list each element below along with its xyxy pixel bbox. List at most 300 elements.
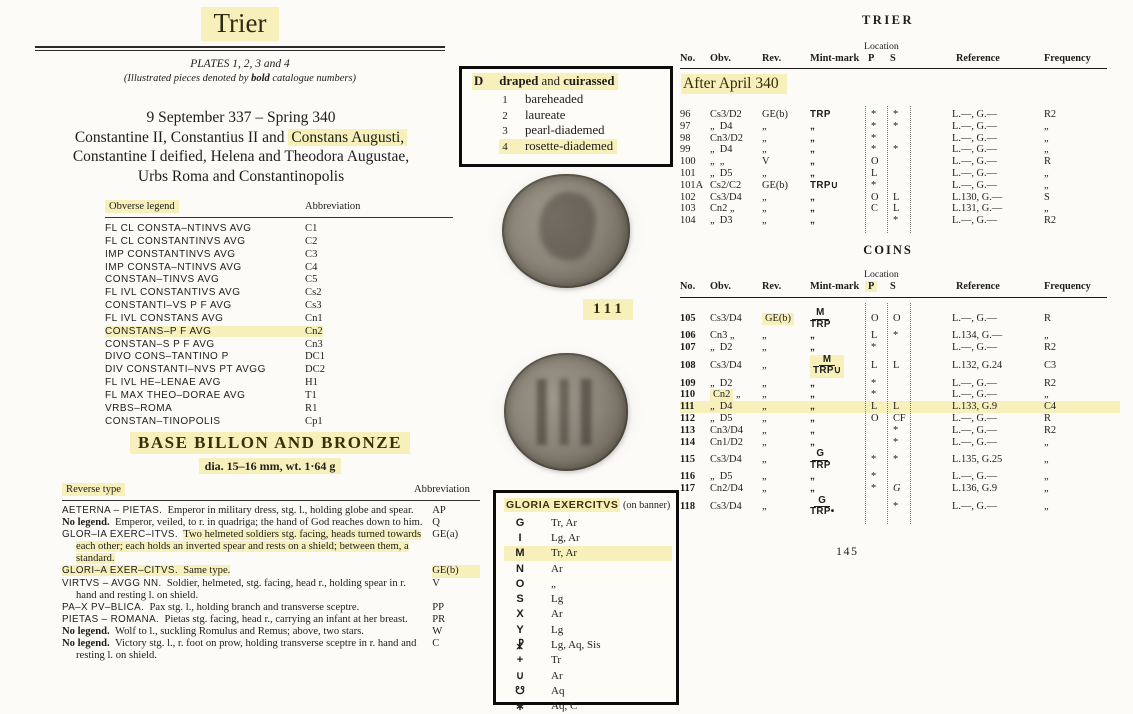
obverse-code: „ D5 bbox=[710, 167, 733, 179]
location-s: * bbox=[893, 215, 899, 227]
reverse-type-description: Pax stg. l., holding branch and transverse sceptre. bbox=[149, 601, 360, 613]
location-p: O bbox=[871, 312, 879, 324]
banner-row bbox=[504, 515, 672, 530]
legend-row bbox=[105, 339, 453, 352]
reverse-type-name: GLOR–IA EXERC–ITVS. bbox=[62, 529, 178, 541]
catalogue-number: 104 bbox=[680, 215, 696, 227]
location-p: * bbox=[871, 483, 877, 495]
catalogue-row bbox=[680, 437, 1120, 449]
reference: L.—, G.— bbox=[952, 156, 998, 168]
location-s: L bbox=[893, 203, 900, 215]
catalogue-row bbox=[680, 180, 1120, 192]
location-s: * bbox=[893, 144, 899, 156]
legend-abbr: Cp1 bbox=[305, 415, 323, 427]
legend-text: CONSTAN–TINOPOLIS bbox=[105, 415, 221, 427]
tau-rho-symbol: ☧ bbox=[515, 639, 525, 652]
banner-row bbox=[504, 622, 672, 637]
catalogue-number: 113 bbox=[680, 424, 696, 436]
banner-mint-list: Aq, C bbox=[551, 700, 578, 713]
legend-row bbox=[105, 274, 453, 287]
catalogue-row bbox=[680, 215, 1120, 227]
location-header: Location bbox=[864, 41, 899, 52]
catalogue-row bbox=[680, 109, 1120, 121]
frequency-header: Frequency bbox=[1044, 281, 1091, 292]
obverse-code: „ D4 bbox=[710, 120, 733, 132]
crescent-symbol: ∪ bbox=[515, 670, 525, 683]
reverse-code: „ bbox=[762, 401, 767, 413]
period-line-3: Constantine I deified, Helena and Theodora Augustae, bbox=[72, 148, 410, 165]
frequency: R2 bbox=[1044, 341, 1057, 353]
location-s: L bbox=[893, 359, 900, 371]
catalogue-number: 114 bbox=[680, 436, 696, 448]
reverse-type-row bbox=[62, 638, 480, 662]
reverse-type-text bbox=[62, 602, 424, 614]
reference-header: Reference bbox=[956, 281, 1000, 292]
frequency: „ bbox=[1044, 483, 1049, 495]
reverse-type-row bbox=[62, 517, 480, 529]
reference: L.134, G.— bbox=[952, 330, 1003, 341]
table1-column-headers bbox=[680, 41, 1120, 64]
location-p: * bbox=[871, 120, 877, 132]
banner-mint-list: Lg bbox=[551, 623, 564, 636]
bust-type-number: 3 bbox=[502, 125, 508, 138]
page-number: 145 bbox=[836, 544, 859, 558]
reverse-type-description: Same type. bbox=[183, 565, 231, 577]
catalogue-number: 101A bbox=[680, 179, 704, 191]
catalogue-row bbox=[680, 483, 1120, 495]
reverse-code: „ bbox=[762, 132, 767, 144]
mint-mark: $\frac{M}{\text{TRP∪}}$ bbox=[810, 354, 868, 378]
legend-text: CONSTAN–TINVS AVG bbox=[105, 274, 220, 286]
location-p: L bbox=[871, 359, 878, 371]
abbreviation-col-header: Abbreviation bbox=[305, 201, 361, 212]
bust-type-label: pearl-diademed bbox=[525, 123, 605, 138]
reference: L.—, G.— bbox=[952, 377, 998, 389]
catalogue-row bbox=[680, 495, 1120, 518]
location-p: L bbox=[871, 401, 878, 413]
obverse-legend-header bbox=[105, 201, 453, 218]
right-page-title: TRIER bbox=[861, 13, 915, 27]
location-s: CF bbox=[893, 412, 906, 424]
subsection-heading: After April 340 bbox=[681, 75, 787, 93]
catalogue-row bbox=[680, 133, 1120, 145]
reference: L.—, G.— bbox=[952, 436, 998, 448]
frequency: R bbox=[1044, 412, 1051, 424]
location-p: O bbox=[871, 156, 879, 168]
legend-abbr: C4 bbox=[305, 261, 318, 273]
reference: L.—, G.— bbox=[952, 500, 998, 512]
letter-O: O bbox=[515, 577, 525, 590]
catalogue-number: 107 bbox=[680, 341, 696, 353]
legend-text: CONSTAN–S P F AVG bbox=[105, 338, 215, 350]
catalogue-row bbox=[680, 354, 1120, 378]
location-s: * bbox=[893, 436, 899, 448]
mint-mark: $\frac{M}{\text{TRP}}$ bbox=[810, 307, 831, 330]
reverse-type-abbr: GE(a) bbox=[432, 529, 459, 541]
section-heading: BASE BILLON AND BRONZE bbox=[35, 433, 505, 453]
period-line-4: Urbs Roma and Constantinopolis bbox=[137, 167, 345, 185]
reverse-type-name: GLORI–A EXER–CITVS. bbox=[62, 565, 178, 577]
reverse-type-description: Emperor in military dress, stg. l., holding globe and spear. bbox=[167, 505, 414, 516]
reference: L.135, G.25 bbox=[952, 454, 1003, 466]
reverse-code: „ bbox=[762, 191, 767, 203]
mint-mark: „ bbox=[810, 144, 816, 156]
location-p: * bbox=[871, 341, 877, 353]
obverse-code: Cn2/D4 bbox=[710, 483, 743, 495]
obverse-code: Cn3/D2 bbox=[710, 132, 743, 144]
reverse-code: „ bbox=[762, 483, 767, 495]
obverse-code: „ D5 bbox=[710, 412, 733, 424]
reverse-type-abbr: AP bbox=[432, 505, 446, 516]
reverse-type-name: PIETAS – ROMANA. bbox=[62, 613, 160, 625]
catalogue-number: 106 bbox=[680, 330, 696, 341]
location-p: * bbox=[871, 179, 877, 191]
frequency: R2 bbox=[1044, 377, 1057, 389]
obverse-code: „ D2 bbox=[710, 341, 733, 353]
legend-row bbox=[105, 364, 453, 377]
banner-row bbox=[504, 653, 672, 668]
reverse-type-rows bbox=[62, 505, 480, 662]
letter-Y: Y bbox=[516, 623, 524, 636]
reverse-type-abbr: PR bbox=[432, 613, 446, 625]
legend-row bbox=[105, 236, 453, 249]
frequency: S bbox=[1044, 191, 1050, 203]
catalogue-number: 102 bbox=[680, 191, 696, 203]
banner-mint-list: Lg, Ar bbox=[551, 531, 580, 544]
banner-mint-list: Tr, Ar bbox=[551, 516, 578, 529]
obverse-code: Cs3/D4 bbox=[710, 454, 742, 466]
legend-row bbox=[105, 377, 453, 390]
catalogue-number: 97 bbox=[680, 120, 691, 132]
legend-abbr: T1 bbox=[305, 389, 317, 401]
reference: L.133, G.9 bbox=[952, 401, 998, 413]
catalogue-number: 96 bbox=[680, 109, 691, 120]
banner-mint-list: Ar bbox=[551, 669, 563, 682]
reverse-type-col-header: Reverse type bbox=[62, 483, 125, 496]
reverse-type-text bbox=[62, 626, 424, 638]
catalogue-row bbox=[680, 168, 1120, 180]
mint-mark: TRP bbox=[810, 109, 831, 120]
reverse-code: „ bbox=[762, 167, 767, 179]
location-p: L bbox=[871, 167, 878, 179]
legend-row bbox=[105, 390, 453, 403]
banner-row bbox=[504, 637, 672, 652]
legend-row bbox=[105, 403, 453, 416]
legend-abbr: Cn1 bbox=[305, 312, 323, 324]
no-header: No. bbox=[680, 281, 696, 292]
table2-header-rule bbox=[680, 297, 1107, 298]
diameter-weight-line: dia. 15–16 mm, wt. 1·64 g bbox=[35, 459, 505, 474]
obverse-code: Cs3/D4 bbox=[710, 191, 742, 203]
legend-text: FL IVL CONSTANTIVS AVG bbox=[105, 287, 241, 299]
catalogue-row bbox=[680, 401, 1120, 413]
obverse-code: Cn2 „ bbox=[710, 203, 735, 215]
legend-text: IMP CONSTANTINVS AVG bbox=[105, 248, 236, 260]
bust-type-number: 2 bbox=[502, 109, 508, 122]
location-divider bbox=[887, 106, 888, 233]
reference: L.—, G.— bbox=[952, 167, 998, 179]
reverse-code: „ bbox=[762, 144, 767, 156]
mint-mark: „ bbox=[810, 377, 816, 389]
legend-abbr: C1 bbox=[305, 223, 318, 234]
obverse-code: Cs3/D4 bbox=[710, 359, 742, 371]
mint-mark: TRP∪ bbox=[810, 179, 839, 191]
banner-mint-list: Ar bbox=[551, 608, 563, 621]
mint-mark: $\frac{G}{\text{TRP}}$ bbox=[810, 448, 831, 471]
reverse-code: V bbox=[762, 156, 770, 168]
reverse-code: „ bbox=[762, 454, 767, 466]
bust-type-item bbox=[499, 108, 662, 124]
frequency: „ bbox=[1044, 454, 1049, 466]
reverse-type-text bbox=[62, 578, 424, 602]
banner-mint-list: Lg bbox=[551, 593, 564, 606]
mintmark-header: Mint-mark bbox=[810, 53, 860, 64]
legend-text: FL IVL HE–LENAE AVG bbox=[105, 377, 221, 389]
location-s: * bbox=[893, 330, 899, 341]
reverse-type-description: Victory stg. l., r. foot on prow, holding transverse sceptre in r. hand and resting l. on shield. bbox=[76, 638, 417, 662]
banner-mint-list: Ar bbox=[551, 562, 563, 575]
reverse-code: GE(b) bbox=[762, 313, 810, 324]
bust-type-item bbox=[499, 123, 662, 139]
legend-text: FL CL CONSTANTINVS AVG bbox=[105, 235, 246, 247]
reverse-type-description: Wolf to l., suckling Romulus and Remus; above, two stars. bbox=[114, 625, 364, 637]
period-line-2: Constantine II, Constantius II and Constans Augusti, bbox=[0, 128, 482, 148]
reverse-code: „ bbox=[762, 203, 767, 215]
letter-G: G bbox=[515, 516, 525, 529]
reference: L.130, G.— bbox=[952, 191, 1003, 203]
catalogue-number: 117 bbox=[680, 483, 696, 495]
banner-symbol-rows bbox=[504, 515, 672, 714]
location-s: * bbox=[893, 424, 899, 436]
banner-row bbox=[504, 561, 672, 576]
location-p: * bbox=[871, 132, 877, 144]
mintmark-banner-box bbox=[493, 490, 679, 713]
letter-X: X bbox=[516, 608, 524, 621]
catalogue-number: 109 bbox=[680, 377, 696, 389]
period-heading bbox=[0, 108, 482, 186]
legend-row bbox=[105, 287, 453, 300]
obverse-code: „ „ bbox=[710, 156, 725, 168]
mint-mark: „ bbox=[810, 424, 816, 436]
legend-row bbox=[105, 313, 453, 326]
catalogue-row bbox=[680, 425, 1120, 437]
legend-text: DIV CONSTANTI–NVS PT AVGG bbox=[105, 364, 266, 376]
obverse-code: „ D2 bbox=[710, 377, 733, 389]
obverse-code: Cs2/C2 bbox=[710, 179, 742, 191]
location-s: G bbox=[893, 483, 901, 495]
table1-header-rule bbox=[680, 68, 1107, 69]
frequency: „ bbox=[1044, 500, 1049, 512]
location-p: * bbox=[871, 377, 877, 389]
star-symbol: ∗ bbox=[515, 700, 525, 713]
reference: L.—, G.— bbox=[952, 412, 998, 424]
banner-row bbox=[504, 546, 672, 561]
legend-text: DIVO CONS–TANTINO P bbox=[105, 351, 229, 363]
frequency: „ bbox=[1044, 389, 1049, 401]
legend-abbr: Cn3 bbox=[305, 338, 323, 350]
location-header: Location bbox=[864, 269, 899, 280]
reverse-type-name: No legend. bbox=[62, 638, 110, 650]
mint-mark: „ bbox=[810, 412, 816, 424]
table2-column-headers bbox=[680, 269, 1120, 292]
obverse-code: Cs3/D4 bbox=[710, 312, 742, 324]
city-title bbox=[35, 8, 445, 39]
location-p: * bbox=[871, 454, 877, 466]
reverse-type-description: Soldier, helmeted, stg. facing, head r., holding spear in r. hand and resting l. on shield. bbox=[76, 577, 406, 601]
reverse-type-abbr: PP bbox=[432, 601, 445, 613]
banner-mint-list: Tr bbox=[551, 654, 561, 667]
obverse-code: Cn3 „ bbox=[710, 330, 735, 341]
banner-row bbox=[504, 607, 672, 622]
legend-row bbox=[105, 223, 453, 236]
obverse-code: „ D4 bbox=[710, 401, 733, 413]
catalogue-number: 116 bbox=[680, 471, 696, 483]
obverse-code: Cs3/D2 bbox=[710, 109, 742, 120]
legend-text: IMP CONSTA–NTINVS AVG bbox=[105, 261, 242, 273]
catalogue-row bbox=[680, 156, 1120, 168]
reverse-type-description: Pietas stg. facing, head r., carrying an infant at her breast. bbox=[164, 613, 408, 625]
reverse-type-row bbox=[62, 626, 480, 638]
plates-note: (Illustrated pieces denoted by bold catalogue numbers) bbox=[123, 73, 357, 84]
reference: L.—, G.— bbox=[952, 389, 998, 401]
legend-row bbox=[105, 351, 453, 364]
reverse-type-text bbox=[62, 529, 424, 565]
mint-mark: „ bbox=[810, 203, 816, 215]
reverse-code: „ bbox=[762, 424, 767, 436]
banner-box-header: GLORIA EXERCITVS (on banner) bbox=[506, 499, 671, 511]
catalogue-number: 118 bbox=[680, 500, 696, 512]
catalogue-number: 110 bbox=[680, 389, 696, 401]
letter-I: I bbox=[518, 531, 522, 544]
location-p: * bbox=[871, 144, 877, 156]
frequency: „ bbox=[1044, 120, 1049, 132]
p-header: P bbox=[868, 53, 875, 64]
location-s: * bbox=[893, 454, 899, 466]
banner-row bbox=[504, 576, 672, 591]
location-divider bbox=[865, 303, 866, 524]
catalogue-number: 101 bbox=[680, 167, 696, 179]
reverse-type-row bbox=[62, 505, 480, 517]
catalogue-row bbox=[680, 121, 1120, 133]
reverse-code: „ bbox=[762, 412, 767, 424]
mint-mark: „ bbox=[810, 132, 816, 144]
reference: L.—, G.— bbox=[952, 312, 998, 324]
frequency: „ bbox=[1044, 471, 1049, 483]
frequency: R2 bbox=[1044, 215, 1057, 227]
obverse-code: Cn1/D2 bbox=[710, 436, 743, 448]
double-crescent-symbol: ☋ bbox=[515, 685, 525, 698]
reference: L.132, G.24 bbox=[952, 359, 1003, 371]
reference: L.—, G.— bbox=[952, 179, 998, 191]
reverse-type-abbr: W bbox=[432, 625, 443, 637]
banner-mint-list: „ bbox=[551, 577, 556, 590]
catalogue-row bbox=[680, 413, 1120, 425]
bust-type-label: laureate bbox=[525, 107, 566, 122]
reverse-code: „ bbox=[762, 215, 767, 227]
reference: L.—, G.— bbox=[952, 144, 998, 156]
reverse-type-row bbox=[62, 565, 480, 577]
reverse-type-text bbox=[62, 638, 424, 662]
s-header: S bbox=[890, 53, 896, 64]
obverse-code: „ D4 bbox=[710, 144, 733, 156]
title-divider bbox=[35, 46, 445, 51]
reverse-code: „ bbox=[762, 341, 767, 353]
frequency: „ bbox=[1044, 203, 1049, 215]
reverse-code: „ bbox=[762, 120, 767, 132]
catalogue-number: 103 bbox=[680, 203, 696, 215]
reverse-code: „ bbox=[762, 377, 767, 389]
reference: L.—, G.— bbox=[952, 120, 998, 132]
frequency: R bbox=[1044, 312, 1051, 324]
legend-abbr: Cs2 bbox=[305, 287, 322, 299]
location-p: * bbox=[871, 471, 877, 483]
city-title-text: Trier bbox=[201, 7, 278, 41]
mint-mark: „ bbox=[810, 156, 816, 168]
reverse-code: „ bbox=[762, 436, 767, 448]
legend-abbr: Cn2 bbox=[305, 325, 323, 337]
reverse-type-abbr: C bbox=[432, 638, 440, 650]
bust-type-number: 4 bbox=[502, 140, 508, 153]
reverse-code: GE(b) bbox=[762, 109, 788, 120]
location-s: L bbox=[893, 401, 900, 413]
coin-reverse-photo bbox=[488, 345, 644, 479]
location-p: L bbox=[871, 330, 878, 341]
bust-type-label: bareheaded bbox=[525, 92, 584, 106]
letter-S: S bbox=[516, 593, 524, 606]
legend-abbr: C2 bbox=[305, 235, 318, 247]
reference: L.—, G.— bbox=[952, 341, 998, 353]
banner-row bbox=[504, 591, 672, 606]
coin-obverse-image bbox=[502, 174, 630, 288]
bust-type-box-header: D draped and cuirassed bbox=[472, 74, 662, 89]
legend-text: CONSTANTI–VS P F AVG bbox=[105, 300, 232, 312]
legend-row bbox=[105, 249, 453, 262]
reference: L.136, G.9 bbox=[952, 483, 998, 495]
banner-row bbox=[504, 668, 672, 683]
bust-type-items bbox=[472, 92, 662, 154]
frequency: R2 bbox=[1044, 424, 1057, 436]
legend-abbr: DC1 bbox=[305, 351, 326, 363]
reverse-type-abbr: Q bbox=[432, 517, 440, 529]
frequency: R bbox=[1044, 156, 1051, 168]
reference: L.—, G.— bbox=[952, 109, 998, 120]
bust-code-letter: D bbox=[474, 74, 484, 88]
frequency: „ bbox=[1044, 330, 1049, 341]
legend-abbr: Cs3 bbox=[305, 300, 322, 312]
reverse-type-name: No legend. bbox=[62, 625, 110, 637]
mint-mark: „ bbox=[810, 401, 816, 413]
reverse-type-text bbox=[62, 505, 424, 517]
reverse-type-name: No legend. bbox=[62, 517, 110, 529]
frequency-header: Frequency bbox=[1044, 53, 1091, 64]
reverse-type-text bbox=[62, 614, 424, 626]
mint-mark: $\frac{G}{\text{TRP•}}$ bbox=[810, 494, 835, 518]
reverse-code: „ bbox=[762, 330, 767, 341]
reverse-type-row bbox=[62, 602, 480, 614]
legend-abbr: H1 bbox=[305, 377, 318, 389]
reverse-type-abbr: GE(b) bbox=[432, 565, 480, 577]
obverse-code: Cn3/D4 bbox=[710, 424, 743, 436]
catalogue-row bbox=[680, 203, 1120, 215]
obv-header: Obv. bbox=[710, 281, 731, 292]
location-divider bbox=[865, 106, 866, 233]
obverse-code: Cs3/D4 bbox=[710, 500, 742, 512]
coin-obverse-photo bbox=[486, 165, 646, 297]
legend-text: CONSTANS–P F AVG bbox=[105, 326, 305, 337]
reverse-code: „ bbox=[762, 389, 767, 401]
reverse-type-name: VIRTVS – AVGG NN. bbox=[62, 577, 162, 589]
reverse-type-table bbox=[62, 484, 480, 662]
